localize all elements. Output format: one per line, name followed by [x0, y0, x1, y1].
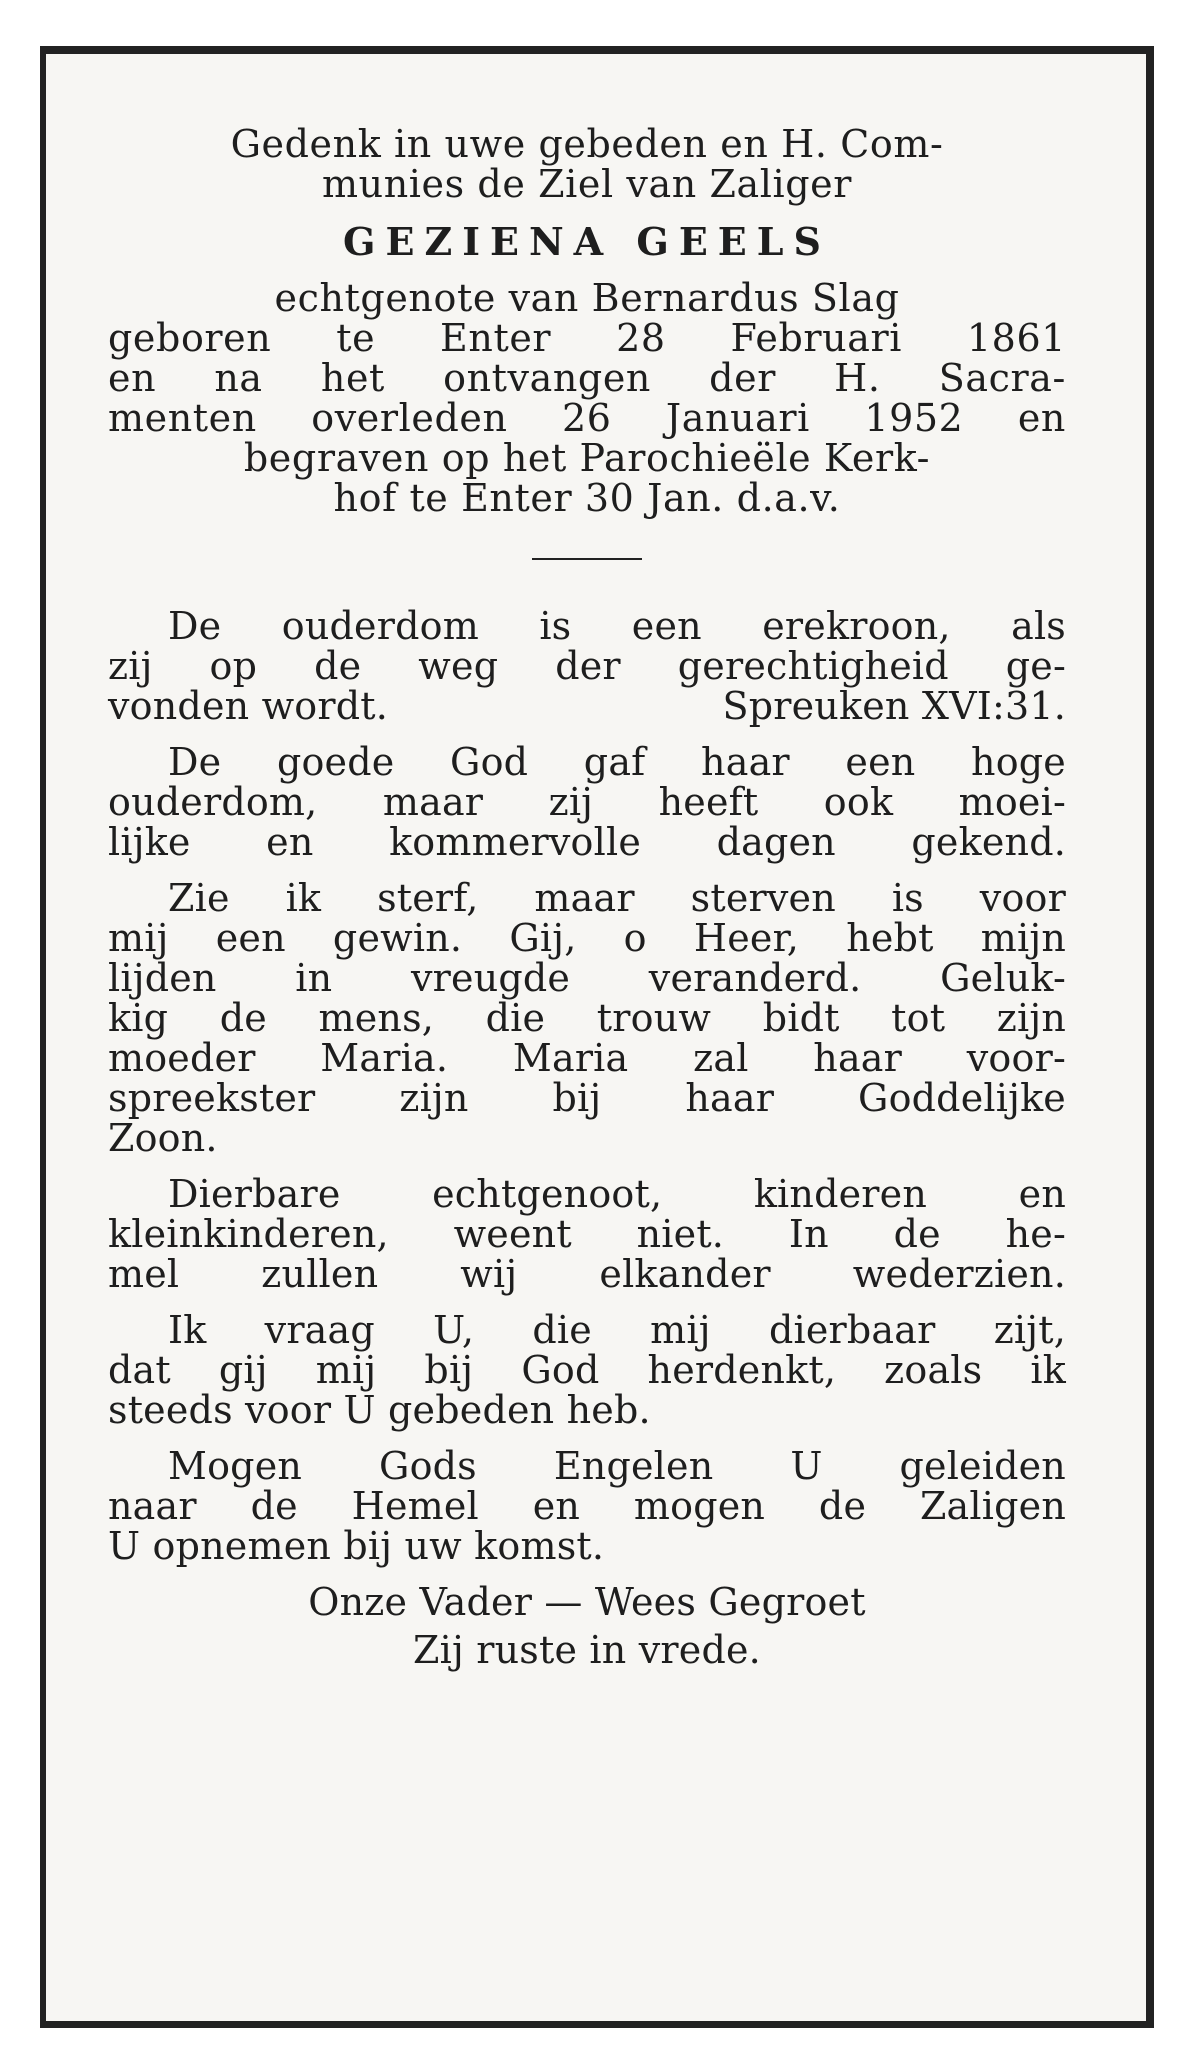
- paragraph-family: [108, 1174, 1066, 1294]
- closing-line: Onze Vader — Wees Gegroet: [308, 1580, 866, 1624]
- detail-line: en na het ontvangen der H. Sacra-: [108, 356, 1066, 400]
- paragraph-line: Dierbare echtgenoot, kinderen en: [168, 1172, 1066, 1216]
- paragraph-angels: [108, 1446, 1066, 1566]
- paragraph-line: ouderdom, maar zij heeft ook moei-: [108, 780, 1066, 824]
- paragraph-line: moeder Maria. Maria zal haar voor-: [108, 1036, 1066, 1080]
- paragraph-line-citation: [108, 686, 1066, 726]
- paragraph-line: zij op de weg der gerechtigheid ge-: [108, 644, 1066, 688]
- paragraph-line: lijden in vreugde veranderd. Geluk-: [108, 956, 1066, 1000]
- header-line: Gedenk in uwe gebeden en H. Com-: [230, 122, 944, 166]
- detail-line: menten overleden 26 Januari 1952 en: [108, 396, 1066, 440]
- paragraph-line: kig de mens, die trouw bidt tot zijn: [108, 996, 1066, 1040]
- paragraph-line: De ouderdom is een erekroon, als: [168, 604, 1066, 648]
- paragraph-line: mel zullen wij elkander wederzien.: [108, 1252, 1066, 1296]
- paragraph-line: steeds voor U gebeden heb.: [108, 1388, 651, 1432]
- paragraph-dying: [108, 878, 1066, 1158]
- detail-line: echtgenote van Bernardus Slag: [274, 276, 900, 320]
- paragraph-line: De goede God gaf haar een hoge: [168, 740, 1066, 784]
- paragraph-line: Zoon.: [108, 1116, 218, 1160]
- paragraph-proverb: [108, 606, 1066, 726]
- header-line: munies de Ziel van Zaliger: [322, 162, 852, 206]
- closing-prayers: [108, 1582, 1066, 1678]
- closing-line: Zij ruste in vrede.: [413, 1628, 761, 1672]
- memorial-card: [40, 46, 1154, 2028]
- paragraph-line: Zie ik sterf, maar sterven is voor: [168, 876, 1066, 920]
- paragraph-line-left: vonden wordt.: [108, 684, 389, 728]
- paragraph-line: lijke en kommervolle dagen gekend.: [108, 820, 1066, 864]
- paragraph-line: kleinkinderen, weent niet. In de he-: [108, 1212, 1066, 1256]
- bible-citation: Spreuken XVI:31.: [722, 684, 1066, 728]
- paragraph-line: U opnemen bij uw komst.: [108, 1524, 605, 1568]
- deceased-name: GEZIENA GEELS: [343, 219, 831, 264]
- paragraph-line: spreekster zijn bij haar Goddelijke: [108, 1076, 1066, 1120]
- detail-line: geboren te Enter 28 Februari 1861: [108, 316, 1066, 360]
- paragraph-request: [108, 1310, 1066, 1430]
- paragraph-line: mij een gewin. Gij, o Heer, hebt mijn: [108, 916, 1066, 960]
- paragraph-line: Mogen Gods Engelen U geleiden: [168, 1444, 1066, 1488]
- paragraph-line: dat gij mij bij God herdenkt, zoals ik: [108, 1348, 1066, 1392]
- paragraph-old-age: [108, 742, 1066, 862]
- card-header: [108, 124, 1066, 518]
- detail-line: hof te Enter 30 Jan. d.a.v.: [333, 476, 841, 520]
- paragraph-line: naar de Hemel en mogen de Zaligen: [108, 1484, 1066, 1528]
- paragraph-line: Ik vraag U, die mij dierbaar zijt,: [168, 1308, 1066, 1352]
- card-text: [108, 124, 1066, 1678]
- divider-rule: [532, 558, 642, 560]
- detail-line: begraven op het Parochieële Kerk-: [243, 436, 931, 480]
